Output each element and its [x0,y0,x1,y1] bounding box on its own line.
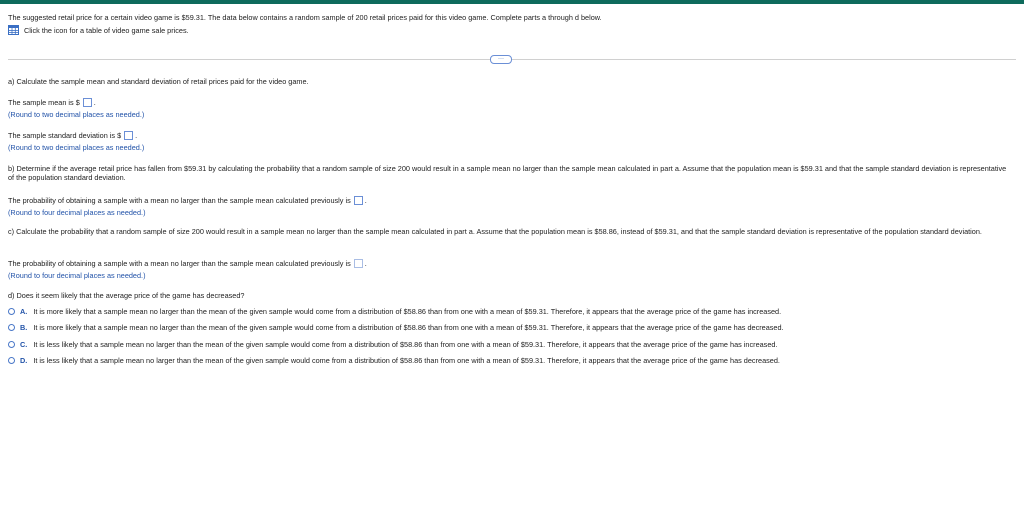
part-c-period: . [364,259,367,268]
section-divider [8,59,1016,60]
option-d-radio[interactable] [8,357,15,364]
mean-period: . [93,98,96,107]
option-d-letter: D. [20,356,28,365]
part-c-prob-label: The probability of obtaining a sample with a mean no larger than the sample mean calculated previously is [8,259,351,268]
sd-period: . [135,131,138,140]
sd-label: The sample standard deviation is $ [8,131,122,140]
part-b-question: b) Determine if the average retail price has fallen from $59.31 by calculating the probability that a random sample of size 200 would result in a sample mean no larger than the sample mean calculated in part a. Assume that the population mean is $59.31 and that the sample standard deviation is representative of the population standard deviation. [8,164,1007,182]
part-b-hint: (Round to four decimal places as needed.) [8,208,146,217]
part-b-prob-label: The probability of obtaining a sample with a mean no larger than the sample mean calculated previously is [8,196,351,205]
option-a-letter: A. [20,307,28,316]
mean-answer-input[interactable] [83,98,92,107]
problem-intro: The suggested retail price for a certain video game is $59.31. The data below contains a random sample of 200 retail prices paid for this video game. Complete parts a through d below. [8,13,602,22]
sd-answer-input[interactable] [124,131,133,140]
option-c-text: It is less likely that a sample mean no larger than the mean of the given sample would come from a distribution of $58.86 than from one with a mean of $59.31. Therefore, it appears that the average price of the game has increased. [33,340,778,349]
table-icon[interactable] [8,25,19,35]
part-c-hint: (Round to four decimal places as needed.) [8,271,146,280]
option-b-text: It is more likely that a sample mean no larger than the mean of the given sample would come from a distribution of $58.86 than from one with a mean of $59.31. Therefore, it appears that the average price of the game has decreased. [33,323,784,332]
part-b-period: . [364,196,367,205]
part-d-question: d) Does it seem likely that the average price of the game has decreased? [8,291,245,300]
part-c-row [8,259,367,268]
part-c-answer-input[interactable] [354,259,363,268]
option-c-letter: C. [20,340,28,349]
option-b-letter: B. [20,323,28,332]
table-link[interactable]: Click the icon for a table of video game sale prices. [24,26,189,35]
option-b-radio[interactable] [8,324,15,331]
top-accent-bar [0,0,1024,4]
option-c-radio[interactable] [8,341,15,348]
option-d[interactable] [8,356,780,365]
option-d-text: It is less likely that a sample mean no larger than the mean of the given sample would come from a distribution of $58.86 than from one with a mean of $59.31. Therefore, it appears that the average price of the game has decreased. [33,356,780,365]
mean-hint: (Round to two decimal places as needed.) [8,110,145,119]
part-b-row [8,196,367,205]
sd-row [8,131,137,140]
part-a-question: a) Calculate the sample mean and standard deviation of retail prices paid for the video game. [8,77,309,86]
part-c-question: c) Calculate the probability that a random sample of size 200 would result in a sample mean no larger than the sample mean calculated in part a. Assume that the population mean is $58.86, instead of $59.31, and that the sample standard deviation is representative of the population standard deviation. [8,227,982,236]
option-a-radio[interactable] [8,308,15,315]
part-b-answer-input[interactable] [354,196,363,205]
mean-row [8,98,96,107]
option-a[interactable] [8,307,781,316]
sd-hint: (Round to two decimal places as needed.) [8,143,145,152]
mean-label: The sample mean is $ [8,98,80,107]
option-b[interactable] [8,323,784,332]
option-c[interactable] [8,340,777,349]
option-a-text: It is more likely that a sample mean no larger than the mean of the given sample would come from a distribution of $58.86 than from one with a mean of $59.31. Therefore, it appears that the average price of the game has increased. [33,307,782,316]
more-button[interactable]: ··· [490,55,512,64]
